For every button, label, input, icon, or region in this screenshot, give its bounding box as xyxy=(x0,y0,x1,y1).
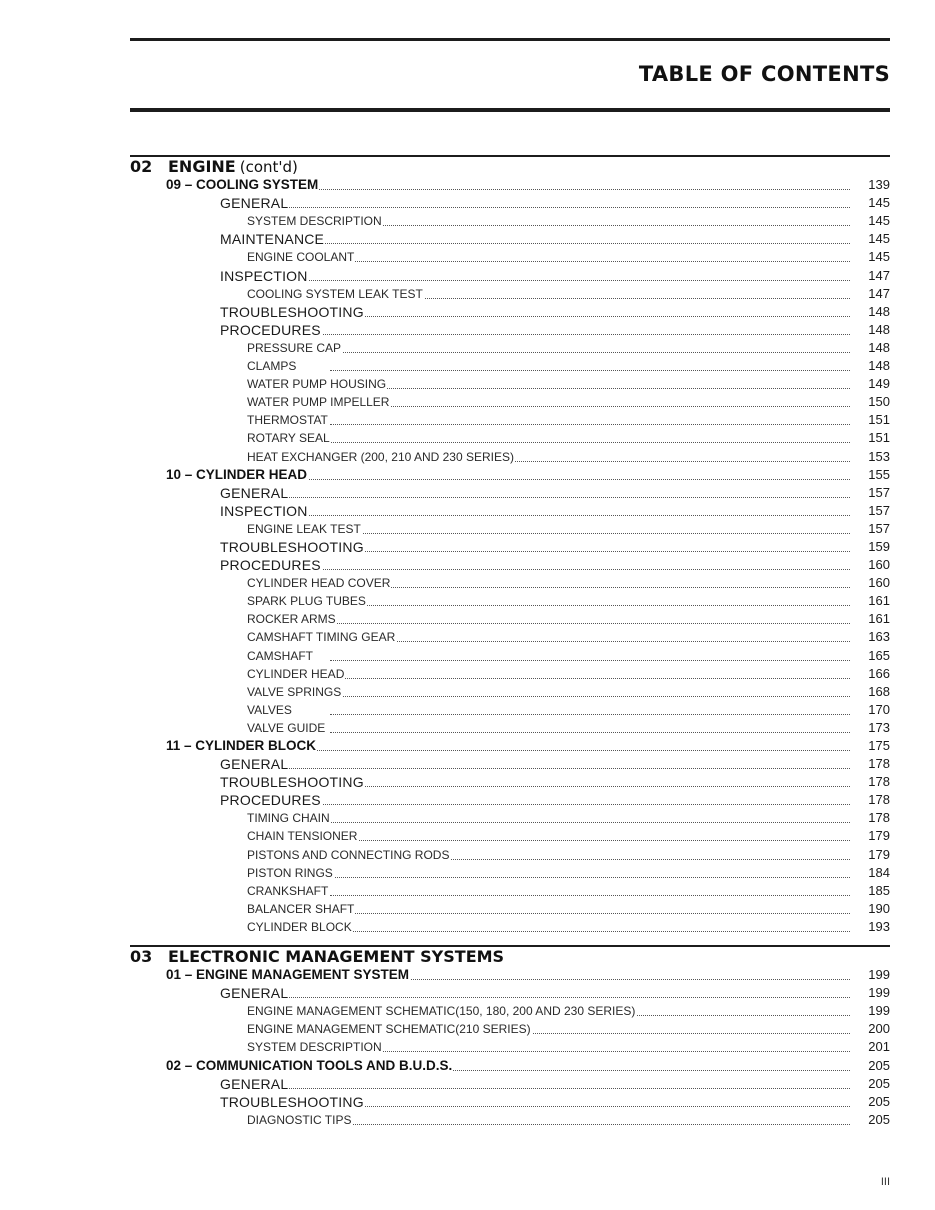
toc-entry-label: INSPECTION xyxy=(220,267,308,284)
dot-leader xyxy=(280,997,850,998)
toc-entry-label: TROUBLESHOOTING xyxy=(220,774,364,791)
dot-leader xyxy=(330,714,850,715)
toc-entry-label: ENGINE MANAGEMENT SCHEMATIC(150, 180, 200 AND 230 SERIES) xyxy=(247,1004,636,1019)
toc-entry-page: 178 xyxy=(868,810,890,826)
toc-entry-page: 179 xyxy=(868,846,890,862)
dot-leader xyxy=(330,895,850,896)
toc-entry-level-3[interactable] xyxy=(130,375,890,393)
toc-entry-label: PISTONS AND CONNECTING RODS xyxy=(247,847,450,862)
toc-entry-page: 148 xyxy=(868,303,890,319)
toc-entry-level-2[interactable] xyxy=(130,1075,890,1093)
dot-leader xyxy=(280,1088,850,1089)
toc-entry-label: SPARK PLUG TUBES xyxy=(247,594,366,609)
toc-entry-page: 148 xyxy=(868,358,890,374)
toc-entry-label: CLAMPS xyxy=(247,359,297,374)
toc-entry-page: 161 xyxy=(868,593,890,609)
dot-leader xyxy=(330,623,850,624)
dot-leader xyxy=(280,334,850,335)
section-title xyxy=(168,157,298,177)
toc-entry-label: TROUBLESHOOTING xyxy=(220,303,364,320)
toc-entry-label: GENERAL xyxy=(220,985,289,1002)
toc-entry-label: TROUBLESHOOTING xyxy=(220,1093,364,1110)
toc-entry-level-2[interactable] xyxy=(130,484,890,502)
toc-entry-level-2[interactable] xyxy=(130,266,890,284)
dot-leader xyxy=(280,497,850,498)
dot-leader xyxy=(330,352,850,353)
toc-entry-level-3[interactable] xyxy=(130,719,890,737)
dot-leader xyxy=(330,587,850,588)
toc-entry-page: 205 xyxy=(868,1075,890,1091)
toc-entry-page: 149 xyxy=(868,376,890,392)
dot-leader xyxy=(280,243,850,244)
dot-leader xyxy=(330,442,850,443)
toc-entry-page: 178 xyxy=(868,756,890,772)
toc-entry-page: 205 xyxy=(868,1093,890,1109)
toc-entry-page: 166 xyxy=(868,665,890,681)
toc-entry-level-3[interactable] xyxy=(130,574,890,592)
toc-entry-label: HEAT EXCHANGER (200, 210 AND 230 SERIES) xyxy=(247,449,514,464)
toc-entry-label: CAMSHAFT TIMING GEAR xyxy=(247,630,396,645)
toc-entry-label: THERMOSTAT xyxy=(247,413,328,428)
toc-entry-level-3[interactable] xyxy=(130,683,890,701)
toc-entry-label: ENGINE COOLANT xyxy=(247,250,355,265)
toc-entry-page: 205 xyxy=(868,1111,890,1127)
dot-leader xyxy=(330,877,850,878)
toc-entry-page: 205 xyxy=(868,1057,890,1073)
toc-entry-page: 153 xyxy=(868,448,890,464)
toc-entry-label: PISTON RINGS xyxy=(247,865,333,880)
toc-entry-label: 01 – ENGINE MANAGEMENT SYSTEM xyxy=(166,967,410,983)
toc-entry-page: 193 xyxy=(868,918,890,934)
toc-entry-label: PROCEDURES xyxy=(220,321,321,338)
toc-entry-label: ENGINE LEAK TEST xyxy=(247,521,361,536)
section-number: 02 xyxy=(130,157,153,176)
page-number: III xyxy=(880,1176,890,1188)
toc-entry-level-3[interactable] xyxy=(130,393,890,411)
dot-leader xyxy=(330,931,850,932)
toc-section-engine xyxy=(130,155,890,936)
dot-leader xyxy=(330,406,850,407)
section-title xyxy=(168,947,504,966)
toc-entry-label: TROUBLESHOOTING xyxy=(220,538,364,555)
toc-entry-label: 02 – COMMUNICATION TOOLS AND B.U.D.S. xyxy=(166,1057,453,1073)
toc-entry-page: 161 xyxy=(868,611,890,627)
toc-entry-level-2[interactable] xyxy=(130,791,890,809)
toc-entry-level-1[interactable] xyxy=(130,966,890,984)
toc-entry-label: CYLINDER HEAD COVER xyxy=(247,576,391,591)
dot-leader xyxy=(330,1124,850,1125)
toc-entry-label: ENGINE MANAGEMENT SCHEMATIC(210 SERIES) xyxy=(247,1022,531,1037)
section-entries xyxy=(130,176,890,936)
toc-entry-label: WATER PUMP IMPELLER xyxy=(247,395,390,410)
toc-entry-page: 159 xyxy=(868,538,890,554)
dot-leader xyxy=(280,804,850,805)
toc-entry-page: 157 xyxy=(868,484,890,500)
toc-entry-label: CHAIN TENSIONER xyxy=(247,829,358,844)
toc-entry-level-2[interactable] xyxy=(130,984,890,1002)
toc-entry-label: VALVE SPRINGS xyxy=(247,684,342,699)
toc-entry-label: ROTARY SEAL xyxy=(247,431,330,446)
toc-entry-level-1[interactable] xyxy=(130,1056,890,1074)
toc-entry-page: 199 xyxy=(868,985,890,1001)
toc-entry-level-3[interactable] xyxy=(130,1002,890,1020)
dot-leader xyxy=(280,316,850,317)
toc-entry-page: 175 xyxy=(868,738,890,753)
section-title-text: ENGINE xyxy=(168,157,236,176)
dot-leader xyxy=(330,261,850,262)
top-rule xyxy=(130,38,890,41)
toc-entry-level-2[interactable] xyxy=(130,303,890,321)
toc-entry-page: 184 xyxy=(868,864,890,880)
toc-entry-page: 155 xyxy=(868,466,890,482)
dot-leader xyxy=(330,388,850,389)
toc-entry-level-2[interactable] xyxy=(130,556,890,574)
toc-entry-page: 185 xyxy=(868,882,890,898)
section-heading xyxy=(130,157,890,176)
toc-entry-level-3[interactable] xyxy=(130,864,890,882)
toc-entry-page: 145 xyxy=(868,213,890,229)
toc-entry-level-3[interactable] xyxy=(130,646,890,664)
dot-leader xyxy=(280,1106,850,1107)
dot-leader xyxy=(280,768,850,769)
toc-entry-label: CYLINDER HEAD xyxy=(247,666,345,681)
toc-entry-page: 173 xyxy=(868,719,890,735)
toc-entry-level-3[interactable] xyxy=(130,429,890,447)
toc-entry-label: INSPECTION xyxy=(220,502,308,519)
toc-entry-level-3[interactable] xyxy=(130,610,890,628)
toc-entry-label: VALVES xyxy=(247,702,292,717)
dot-leader xyxy=(330,1051,850,1052)
toc-entry-level-2[interactable] xyxy=(130,755,890,773)
toc-entry-level-3[interactable] xyxy=(130,285,890,303)
toc-entry-level-3[interactable] xyxy=(130,357,890,375)
toc-entry-level-3[interactable] xyxy=(130,248,890,266)
toc-entry-level-1[interactable] xyxy=(130,176,890,194)
toc-entry-level-3[interactable] xyxy=(130,1111,890,1129)
toc-entry-level-3[interactable] xyxy=(130,411,890,429)
toc-entry-label: SYSTEM DESCRIPTION xyxy=(247,214,382,229)
toc-entry-label: 11 – CYLINDER BLOCK xyxy=(166,738,317,753)
toc-entry-label: WATER PUMP HOUSING xyxy=(247,377,387,392)
toc-entry-page: 157 xyxy=(868,502,890,518)
dot-leader xyxy=(280,280,850,281)
toc-entry-page: 150 xyxy=(868,394,890,410)
dot-leader xyxy=(330,913,850,914)
toc-entry-level-3[interactable] xyxy=(130,701,890,719)
dot-leader xyxy=(330,605,850,606)
toc-entry-label: GENERAL xyxy=(220,484,289,501)
dot-leader xyxy=(280,786,850,787)
toc-entry-level-3[interactable] xyxy=(130,845,890,863)
toc-entry-label: 10 – CYLINDER HEAD xyxy=(166,466,308,482)
toc-entry-label: PROCEDURES xyxy=(220,557,321,574)
toc-entry-level-3[interactable] xyxy=(130,882,890,900)
dot-leader xyxy=(280,207,850,208)
toc-entry-page: 160 xyxy=(868,557,890,573)
toc-entry-level-3[interactable] xyxy=(130,339,890,357)
toc-entry-page: 178 xyxy=(868,774,890,790)
toc-entry-level-3[interactable] xyxy=(130,212,890,230)
dot-leader xyxy=(330,225,850,226)
dot-leader xyxy=(330,641,850,642)
toc-entry-level-3[interactable] xyxy=(130,628,890,646)
toc-entry-page: 145 xyxy=(868,195,890,211)
toc-entry-page: 201 xyxy=(868,1039,890,1055)
section-title-suffix: (cont'd) xyxy=(239,158,298,176)
section-title-text: ELECTRONIC MANAGEMENT SYSTEMS xyxy=(168,947,505,966)
toc-entry-level-2[interactable] xyxy=(130,773,890,791)
toc-entry-level-3[interactable] xyxy=(130,1020,890,1038)
dot-leader xyxy=(330,533,850,534)
toc-entry-label: PROCEDURES xyxy=(220,792,321,809)
section-heading xyxy=(130,947,890,966)
toc-entry-label: COOLING SYSTEM LEAK TEST xyxy=(247,286,423,301)
toc-entry-label: MAINTENANCE xyxy=(220,231,325,248)
toc-entry-page: 147 xyxy=(868,267,890,283)
toc-entry-label: 09 – COOLING SYSTEM xyxy=(166,177,319,193)
toc-entry-page: 168 xyxy=(868,683,890,699)
section-number: 03 xyxy=(130,947,153,966)
dot-leader xyxy=(330,424,850,425)
toc-entry-page: 190 xyxy=(868,900,890,916)
toc-entry-page: 151 xyxy=(868,412,890,428)
toc-entry-label: CAMSHAFT xyxy=(247,648,313,663)
toc-entry-level-3[interactable] xyxy=(130,520,890,538)
dot-leader xyxy=(330,732,850,733)
dot-leader xyxy=(330,678,850,679)
dot-leader xyxy=(330,822,850,823)
toc-entry-label: GENERAL xyxy=(220,1075,289,1092)
toc-entry-label: GENERAL xyxy=(220,756,289,773)
toc-entry-page: 170 xyxy=(868,701,890,717)
toc-entry-level-2[interactable] xyxy=(130,230,890,248)
dot-leader xyxy=(280,569,850,570)
toc-entry-label: TIMING CHAIN xyxy=(247,811,330,826)
dot-leader xyxy=(280,551,850,552)
dot-leader xyxy=(330,660,850,661)
dot-leader xyxy=(280,515,850,516)
toc-entry-page: 199 xyxy=(868,1003,890,1019)
toc-entry-page: 165 xyxy=(868,647,890,663)
toc-entry-level-3[interactable] xyxy=(130,665,890,683)
toc-section-electronic-management xyxy=(130,945,890,1129)
toc-entry-level-3[interactable] xyxy=(130,900,890,918)
page-title: TABLE OF CONTENTS xyxy=(638,62,890,86)
dot-leader xyxy=(330,696,850,697)
toc-entry-level-1[interactable] xyxy=(130,737,890,755)
toc-entry-page: 179 xyxy=(868,828,890,844)
toc-entry-page: 163 xyxy=(868,629,890,645)
toc-entry-page: 160 xyxy=(868,575,890,591)
toc-entry-page: 178 xyxy=(868,792,890,808)
section-entries xyxy=(130,966,890,1129)
dot-leader xyxy=(290,189,850,190)
toc-entry-page: 200 xyxy=(868,1021,890,1037)
toc-entry-label: SYSTEM DESCRIPTION xyxy=(247,1040,382,1055)
toc-entry-level-2[interactable] xyxy=(130,194,890,212)
toc-entry-page: 151 xyxy=(868,430,890,446)
toc-entry-page: 199 xyxy=(868,967,890,983)
toc-entry-level-1[interactable] xyxy=(130,466,890,484)
toc-entry-page: 139 xyxy=(868,177,890,193)
toc-entry-level-3[interactable] xyxy=(130,447,890,465)
dot-leader xyxy=(290,750,850,751)
toc-entry-label: DIAGNOSTIC TIPS xyxy=(247,1112,352,1127)
toc-entry-level-2[interactable] xyxy=(130,538,890,556)
toc-entry-level-2[interactable] xyxy=(130,502,890,520)
dot-leader xyxy=(330,370,850,371)
toc-entry-level-3[interactable] xyxy=(130,1038,890,1056)
toc-entry-label: GENERAL xyxy=(220,195,289,212)
toc-entry-label: CRANKSHAFT xyxy=(247,883,329,898)
toc-entry-level-2[interactable] xyxy=(130,321,890,339)
toc-entry-level-2[interactable] xyxy=(130,1093,890,1111)
toc-entry-page: 145 xyxy=(868,249,890,265)
toc-entry-page: 147 xyxy=(868,285,890,301)
toc-entry-label: PRESSURE CAP xyxy=(247,340,342,355)
toc-entry-label: ROCKER ARMS xyxy=(247,612,336,627)
toc-entry-page: 157 xyxy=(868,520,890,536)
toc-entry-page: 145 xyxy=(868,231,890,247)
toc-entry-label: VALVE GUIDE xyxy=(247,720,326,735)
toc-entry-label: CYLINDER BLOCK xyxy=(247,919,352,934)
toc-entry-level-3[interactable] xyxy=(130,918,890,936)
dot-leader xyxy=(330,840,850,841)
toc-entry-level-3[interactable] xyxy=(130,809,890,827)
dot-leader xyxy=(290,479,850,480)
toc-entry-page: 148 xyxy=(868,339,890,355)
title-rule xyxy=(130,108,890,112)
toc-entry-level-3[interactable] xyxy=(130,592,890,610)
toc-entry-label: BALANCER SHAFT xyxy=(247,901,355,916)
toc-entry-page: 148 xyxy=(868,321,890,337)
toc-entry-level-3[interactable] xyxy=(130,827,890,845)
